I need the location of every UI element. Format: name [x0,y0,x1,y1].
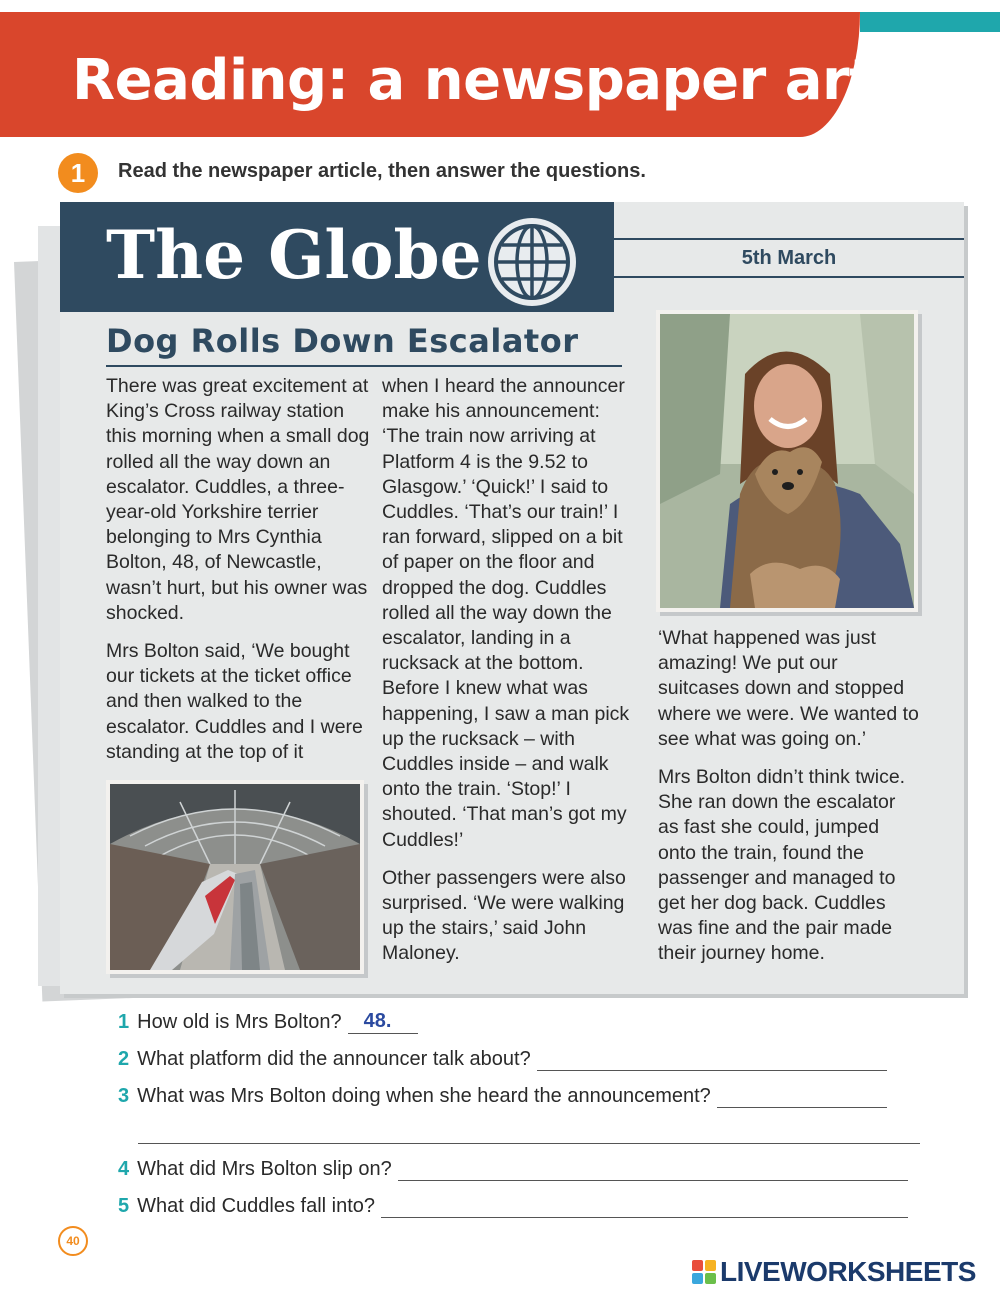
woman-with-dog-image [660,314,914,608]
answer-field-3[interactable] [717,1084,887,1108]
question-text: What did Cuddles fall into? [137,1195,376,1217]
question-4 [118,1157,908,1181]
newspaper-masthead [60,202,614,312]
date-rule-bottom [614,276,964,278]
page-number: 40 [58,1226,88,1256]
article-column-2 [382,374,642,980]
article-headline: Dog Rolls Down Escalator [106,322,579,360]
newspaper-name: The Globe [106,216,482,294]
globe-icon [486,216,578,308]
question-text: What did Mrs Bolton slip on? [137,1158,392,1180]
question-text: What platform did the announcer talk about? [137,1048,531,1070]
page-title: Reading: a newspaper article [72,48,984,113]
question-number: 5 [118,1195,130,1217]
question-number: 4 [118,1158,130,1180]
question-1 [118,1010,418,1034]
teal-stripe [860,12,1000,32]
liveworksheets-logo-icon [692,1260,716,1284]
headline-divider [106,365,622,367]
answer-field-1[interactable]: 48. [348,1010,418,1034]
question-text: How old is Mrs Bolton? [137,1011,342,1033]
question-5 [118,1194,908,1218]
answer-field-5[interactable] [381,1194,908,1218]
date-rule-top [614,238,964,240]
newspaper-sheet [60,202,964,994]
article-paragraph: Other passengers were also surprised. ‘We were walking up the stairs,’ said John Maloney. [382,866,626,965]
answer-field-4[interactable] [398,1157,908,1181]
exercise-instruction: Read the newspaper article, then answer the questions. [118,160,646,182]
article-paragraph: Mrs Bolton didn’t think twice. She ran down the escalator as fast she could, jumped onto the train, found the passenger and managed to get her dog back. Cuddles was fine and the pair made their journey home. [658,766,906,965]
question-number: 1 [118,1011,130,1033]
article-column-3 [658,626,920,980]
article-paragraph: There was great excitement at King’s Cross railway station this morning when a small dog rolled all the way down an escalator. Cuddles, a three-year-old Yorkshire terrier belonging to Mrs Cynthia Bolton, 48, of Newcastle, wasn’t hurt, but his owner was shocked. [106,375,370,624]
article-paragraph: Mrs Bolton said, ‘We bought our tickets at the ticket office and then walked to the escalator. Cuddles and I were standing at the top of it [106,640,363,763]
question-number: 2 [118,1048,130,1070]
answer-field-2[interactable] [537,1047,887,1071]
question-number: 3 [118,1085,130,1107]
question-2 [118,1047,887,1071]
liveworksheets-wordmark: LIVEWORKSHEETS [720,1256,976,1287]
question-3 [118,1084,887,1108]
article-paragraph: ‘What happened was just amazing! We put our suitcases down and stopped where we were. We wanted to see what was going on.’ [658,627,919,750]
question-3-continuation [138,1120,920,1144]
article-column-1 [106,374,374,778]
article-paragraph: when I heard the announcer make his announcement: ‘The train now arriving at Platform 4 is the 9.52 to Glasgow.’ ‘Quick!’ I said to Cuddles. ‘That’s our train!’ I ran forward, slipped on a bit of paper on the floor and dropped the dog. Cuddles rolled all the way down the escalator, landing in a rucksack at the bottom. Before I knew what was happening, I saw a man pick up the rucksack – with Cuddles inside – and walk onto the train. ‘Stop!’ I shouted. ‘That man’s got my Cuddles!’ [382,375,630,851]
station-photo [106,780,364,974]
exercise-number-badge: 1 [58,153,98,193]
issue-date: 5th March [741,247,837,269]
answer-field-3-line-2[interactable] [138,1120,920,1144]
liveworksheets-brand[interactable] [692,1256,976,1288]
owner-photo [656,310,918,612]
train-station-image [110,784,360,970]
question-text: What was Mrs Bolton doing when she heard the announcement? [137,1085,711,1107]
